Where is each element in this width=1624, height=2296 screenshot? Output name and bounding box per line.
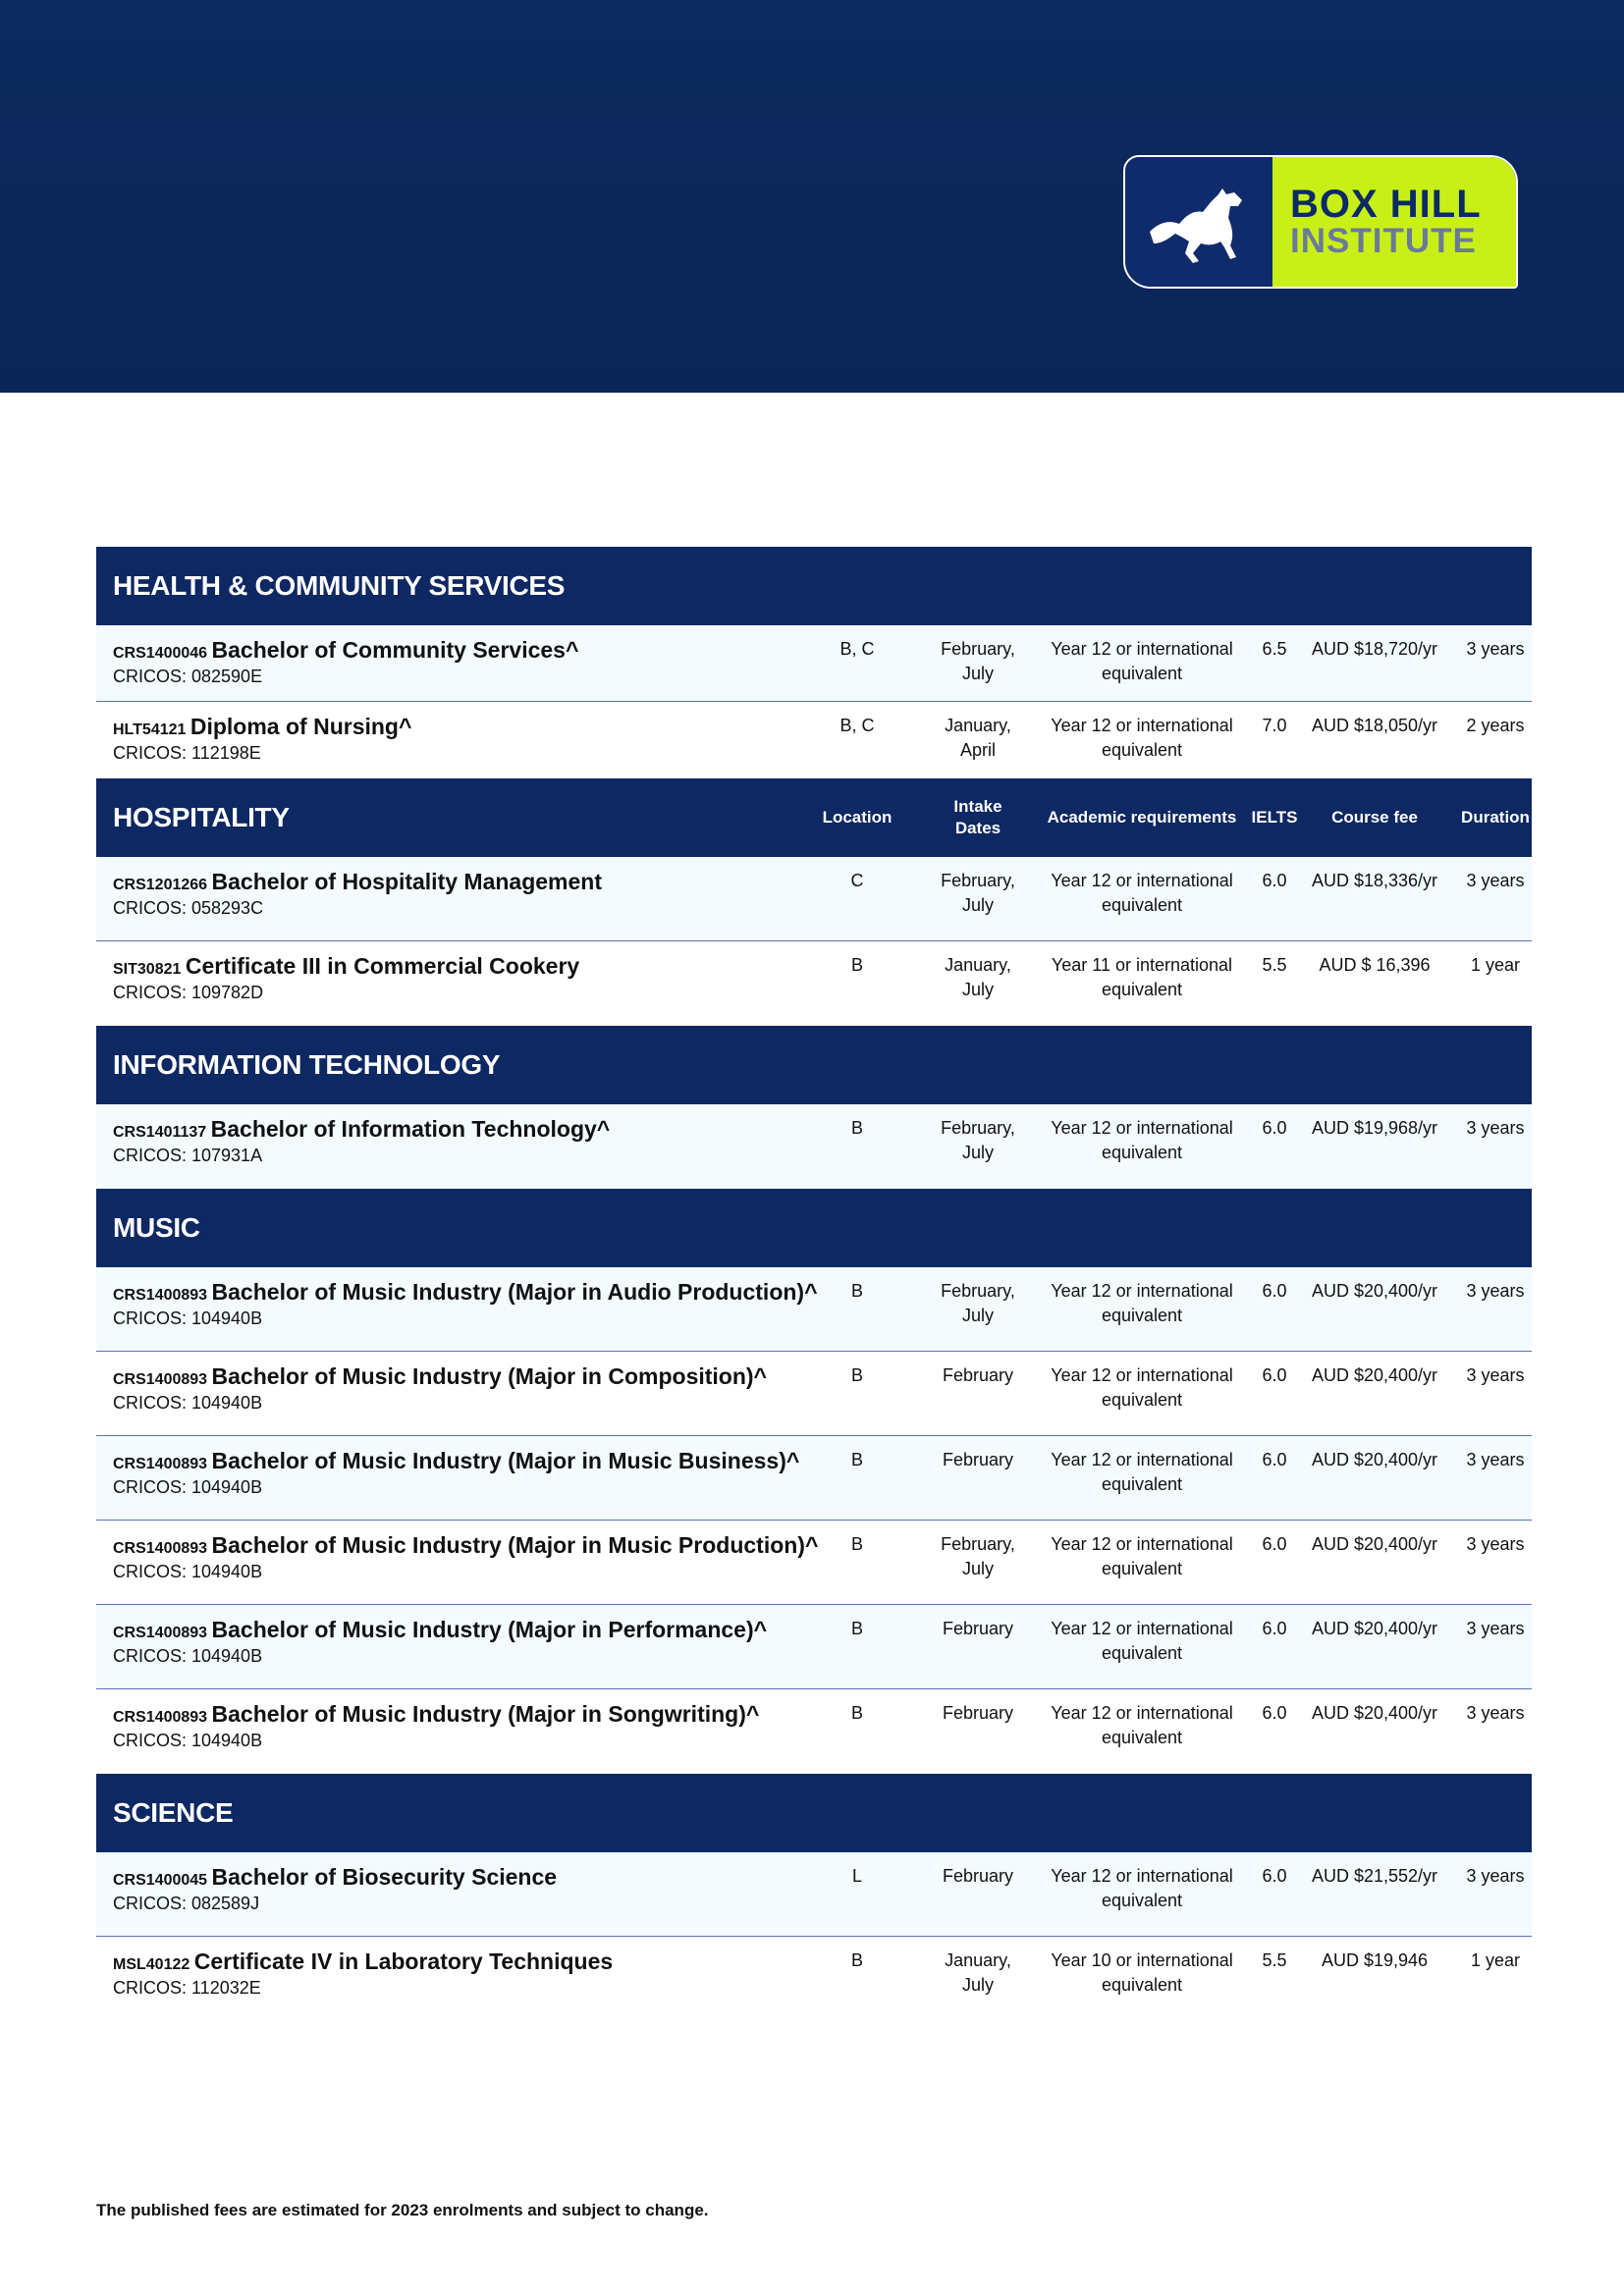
table-row <box>96 1104 1532 1189</box>
course-name: Bachelor of Hospitality Management <box>211 869 602 894</box>
cricos-code: CRICOS: 104940B <box>113 1393 263 1413</box>
duration-cell-line: 3 years <box>1466 1365 1525 1385</box>
course-info <box>113 1279 818 1329</box>
intake-cell-line: February, <box>941 1281 1015 1301</box>
course-title-line <box>113 1116 610 1143</box>
academic-cell-line: equivalent <box>1101 1143 1183 1162</box>
duration-cell-line: 3 years <box>1466 639 1525 659</box>
fee-cell-line: AUD $18,050/yr <box>1311 716 1438 735</box>
ielts-cell-line: 6.0 <box>1262 1534 1287 1554</box>
section-title: INFORMATION TECHNOLOGY <box>113 1049 501 1080</box>
course-title-line <box>113 637 578 664</box>
ielts-cell-line: 6.0 <box>1262 1118 1287 1138</box>
intake-cell-line: July <box>961 980 994 999</box>
fee-cell <box>1291 1363 1458 1388</box>
academic-cell-line: equivalent <box>1101 980 1183 999</box>
fee-cell-line: AUD $19,946 <box>1321 1950 1429 1970</box>
ielts-cell-line: 6.0 <box>1262 1866 1287 1886</box>
duration-cell-line: 3 years <box>1466 871 1525 890</box>
academic-cell-line: equivalent <box>1101 664 1183 683</box>
academic-cell-line: equivalent <box>1101 1891 1183 1910</box>
table-row <box>96 1436 1532 1521</box>
section-header <box>96 1774 1532 1852</box>
cricos-code: CRICOS: 109782D <box>113 983 264 1002</box>
course-name: Certificate III in Commercial Cookery <box>185 953 580 979</box>
course-code: CRS1400893 <box>113 1709 208 1726</box>
section-header <box>96 1189 1532 1267</box>
location-cell-line: L <box>851 1866 862 1886</box>
duration-cell-line: 1 year <box>1470 1950 1521 1970</box>
section-title: SCIENCE <box>113 1797 234 1828</box>
course-name: Bachelor of Music Industry (Major in Composition)^ <box>211 1363 767 1389</box>
course-name: Bachelor of Music Industry (Major in Audio Production)^ <box>211 1279 818 1305</box>
academic-cell-line: equivalent <box>1101 1643 1183 1663</box>
fee-cell <box>1291 869 1458 893</box>
course-title-line <box>113 1701 759 1728</box>
course-info <box>113 1448 799 1498</box>
academic-cell-line: Year 12 or international <box>1051 1866 1233 1886</box>
ielts-cell-line: 6.0 <box>1262 1281 1287 1301</box>
course-code: CRS1201266 <box>113 877 208 893</box>
fee-cell <box>1291 1701 1458 1726</box>
course-code: CRS1400046 <box>113 645 208 662</box>
duration-cell-line: 3 years <box>1466 1534 1525 1554</box>
ielts-cell-line: 6.0 <box>1262 1619 1287 1638</box>
intake-cell-line: July <box>961 1143 994 1162</box>
cricos-code: CRICOS: 104940B <box>113 1646 263 1666</box>
course-info <box>113 953 579 1003</box>
course-name: Certificate IV in Laboratory Techniques <box>193 1949 614 1974</box>
intake-cell-line: February, <box>941 639 1015 659</box>
duration-cell-line: 3 years <box>1466 1703 1525 1723</box>
fee-cell-line: AUD $20,400/yr <box>1311 1365 1438 1385</box>
logo-line-1: BOX HILL <box>1290 183 1482 226</box>
cricos-code: CRICOS: 058293C <box>113 898 264 918</box>
academic-cell-line: Year 12 or international <box>1051 716 1233 735</box>
section-header <box>96 1026 1532 1104</box>
intake-cell-line: February <box>942 1365 1014 1385</box>
ielts-cell-line: 5.5 <box>1262 955 1287 975</box>
column-header-intake: Intake Dates <box>953 797 1002 837</box>
table-row <box>96 1352 1532 1436</box>
academic-cell-line: equivalent <box>1101 895 1183 915</box>
course-info <box>113 1701 759 1751</box>
duration-cell <box>1451 637 1540 662</box>
location-cell-line: B, C <box>839 716 875 735</box>
duration-cell <box>1451 869 1540 893</box>
course-name: Bachelor of Community Services^ <box>211 637 579 663</box>
location-cell-line: B, C <box>839 639 875 659</box>
intake-cell-line: February <box>942 1619 1014 1638</box>
academic-cell-line: equivalent <box>1101 1306 1183 1325</box>
course-title-line <box>113 1617 767 1643</box>
cricos-code: CRICOS: 082589J <box>113 1894 260 1913</box>
cricos-code: CRICOS: 082590E <box>113 667 263 686</box>
logo-line-2: INSTITUTE <box>1290 222 1477 260</box>
academic-cell-line: Year 12 or international <box>1051 871 1233 890</box>
academic-cell-line: Year 10 or international <box>1051 1950 1233 1970</box>
fee-cell <box>1291 1617 1458 1641</box>
column-header-ielts: IELTS <box>1251 808 1298 827</box>
course-info <box>113 1532 818 1582</box>
fee-cell <box>1291 714 1458 738</box>
course-info <box>113 637 578 687</box>
intake-cell-line: February <box>942 1703 1014 1723</box>
course-name: Bachelor of Music Industry (Major in Music Production)^ <box>211 1532 819 1558</box>
duration-cell-line: 3 years <box>1466 1619 1525 1638</box>
duration-cell-line: 2 years <box>1466 716 1525 735</box>
course-info <box>113 1864 557 1914</box>
academic-cell-line: Year 12 or international <box>1051 1118 1233 1138</box>
duration-cell <box>1451 1532 1540 1557</box>
intake-cell-line: February, <box>941 1534 1015 1554</box>
cricos-code: CRICOS: 104940B <box>113 1308 263 1328</box>
location-cell-line: B <box>850 1703 863 1723</box>
fee-cell <box>1291 1279 1458 1304</box>
duration-cell-line: 3 years <box>1466 1281 1525 1301</box>
duration-cell-line: 3 years <box>1466 1866 1525 1886</box>
table-row <box>96 1689 1532 1774</box>
box-hill-logo <box>1123 155 1518 289</box>
academic-cell-line: Year 11 or international <box>1051 955 1233 975</box>
course-title-line <box>113 714 411 740</box>
fee-cell-line: AUD $20,400/yr <box>1311 1534 1438 1554</box>
duration-cell <box>1451 1116 1540 1141</box>
academic-cell-line: Year 12 or international <box>1051 1619 1233 1638</box>
course-title-line <box>113 1949 613 1975</box>
column-header-academic: Academic requirements <box>1047 808 1237 827</box>
course-info <box>113 1116 610 1166</box>
intake-cell-line: January, <box>945 1950 1011 1970</box>
table-row <box>96 1521 1532 1605</box>
ielts-cell-line: 6.0 <box>1262 871 1287 890</box>
ielts-cell-line: 6.5 <box>1262 639 1287 659</box>
fees-footnote: The published fees are estimated for 2023 enrolments and subject to change. <box>96 2201 709 2219</box>
course-code: HLT54121 <box>113 721 187 738</box>
course-info <box>113 1949 613 1999</box>
location-cell-line: B <box>850 1950 863 1970</box>
fee-cell-line: AUD $20,400/yr <box>1311 1281 1438 1301</box>
academic-cell-line: equivalent <box>1101 1474 1183 1494</box>
course-code: CRS1400893 <box>113 1456 208 1472</box>
course-info <box>113 1363 767 1414</box>
intake-cell-line: February, <box>941 1118 1015 1138</box>
ielts-cell-line: 6.0 <box>1262 1365 1287 1385</box>
fee-cell <box>1291 1532 1458 1557</box>
fee-cell <box>1291 1864 1458 1889</box>
location-cell-line: B <box>850 955 863 975</box>
location-cell-line: B <box>850 1118 863 1138</box>
fee-cell-line: AUD $19,968/yr <box>1311 1118 1438 1138</box>
fee-cell-line: AUD $20,400/yr <box>1311 1450 1438 1469</box>
intake-cell-line: February <box>942 1866 1014 1886</box>
course-code: CRS1400893 <box>113 1371 208 1388</box>
duration-cell <box>1451 1448 1540 1472</box>
course-title-line <box>113 953 579 980</box>
course-info <box>113 869 602 919</box>
intake-cell-line: February, <box>941 871 1015 890</box>
course-name: Bachelor of Music Industry (Major in Songwriting)^ <box>211 1701 760 1727</box>
course-name: Bachelor of Information Technology^ <box>210 1116 611 1142</box>
duration-cell <box>1451 1864 1540 1889</box>
duration-cell <box>1451 1701 1540 1726</box>
course-title-line <box>113 1363 767 1390</box>
duration-cell <box>1451 1949 1540 1973</box>
course-table <box>96 547 1532 2021</box>
course-code: MSL40122 <box>113 1956 190 1973</box>
table-row <box>96 857 1532 941</box>
ielts-cell-line: 6.0 <box>1262 1450 1287 1469</box>
cricos-code: CRICOS: 104940B <box>113 1562 263 1581</box>
table-row <box>96 702 1532 778</box>
table-row <box>96 625 1532 702</box>
ielts-cell-line: 5.5 <box>1262 1950 1287 1970</box>
location-cell-line: B <box>850 1450 863 1469</box>
course-code: CRS1401137 <box>113 1124 207 1141</box>
course-code: CRS1400893 <box>113 1540 208 1557</box>
cricos-code: CRICOS: 107931A <box>113 1146 263 1165</box>
course-code: CRS1400893 <box>113 1625 208 1641</box>
duration-cell-line: 3 years <box>1466 1450 1525 1469</box>
course-name: Bachelor of Music Industry (Major in Music Business)^ <box>211 1448 800 1473</box>
table-row <box>96 1937 1532 2021</box>
fee-cell <box>1291 1949 1458 1973</box>
section-title: HEALTH & COMMUNITY SERVICES <box>113 570 566 601</box>
fee-cell <box>1291 1116 1458 1141</box>
duration-cell <box>1451 714 1540 738</box>
academic-cell-line: equivalent <box>1101 1390 1183 1410</box>
column-header-duration: Duration <box>1461 808 1530 827</box>
fee-cell-line: AUD $18,336/yr <box>1311 871 1438 890</box>
fee-cell-line: AUD $20,400/yr <box>1311 1619 1438 1638</box>
academic-cell-line: Year 12 or international <box>1051 1281 1233 1301</box>
column-header-location: Location <box>822 808 893 827</box>
course-name: Diploma of Nursing^ <box>189 714 412 739</box>
cricos-code: CRICOS: 112032E <box>113 1978 261 1998</box>
fee-cell-line: AUD $18,720/yr <box>1311 639 1438 659</box>
academic-cell-line: Year 12 or international <box>1051 1450 1233 1469</box>
cricos-code: CRICOS: 104940B <box>113 1731 263 1750</box>
duration-cell <box>1451 953 1540 978</box>
location-cell-line: B <box>850 1534 863 1554</box>
course-title-line <box>113 1532 818 1559</box>
intake-cell-line: July <box>961 1975 994 1995</box>
fee-cell-line: AUD $ 16,396 <box>1319 955 1431 975</box>
intake-cell-line: January, <box>945 955 1011 975</box>
duration-cell <box>1451 1279 1540 1304</box>
fee-cell <box>1291 1448 1458 1472</box>
location-cell-line: B <box>850 1281 863 1301</box>
course-name: Bachelor of Music Industry (Major in Performance)^ <box>211 1617 768 1642</box>
section-title: HOSPITALITY <box>113 802 290 832</box>
table-row <box>96 1852 1532 1937</box>
ielts-cell-line: 7.0 <box>1262 716 1287 735</box>
course-name: Bachelor of Biosecurity Science <box>211 1864 558 1890</box>
table-row <box>96 1605 1532 1689</box>
academic-cell-line: equivalent <box>1101 1728 1183 1747</box>
academic-cell-line: Year 12 or international <box>1051 1534 1233 1554</box>
fee-cell-line: AUD $20,400/yr <box>1311 1703 1438 1723</box>
course-code: SIT30821 <box>113 961 182 978</box>
section-title: MUSIC <box>113 1212 200 1243</box>
cricos-code: CRICOS: 104940B <box>113 1477 263 1497</box>
academic-cell-line: equivalent <box>1101 1559 1183 1578</box>
academic-cell-line: Year 12 or international <box>1051 1365 1233 1385</box>
section-header <box>96 778 1532 857</box>
course-title-line <box>113 869 602 895</box>
location-cell-line: C <box>850 871 864 890</box>
course-title-line <box>113 1279 818 1306</box>
fee-cell <box>1291 637 1458 662</box>
intake-cell-line: July <box>961 664 994 683</box>
intake-cell-line: July <box>961 1559 994 1578</box>
intake-cell-line: July <box>961 895 994 915</box>
academic-cell-line: Year 12 or international <box>1051 639 1233 659</box>
section-header <box>96 547 1532 625</box>
table-row <box>96 941 1532 1026</box>
header-banner <box>0 0 1624 393</box>
cricos-code: CRICOS: 112198E <box>113 743 261 763</box>
location-cell-line: B <box>850 1619 863 1638</box>
column-header-fee: Course fee <box>1331 808 1418 827</box>
fee-cell-line: AUD $21,552/yr <box>1311 1866 1438 1886</box>
course-code: CRS1400893 <box>113 1287 208 1304</box>
location-cell-line: B <box>850 1365 863 1385</box>
academic-cell-line: equivalent <box>1101 740 1183 760</box>
intake-cell-line: January, <box>945 716 1011 735</box>
course-title-line <box>113 1448 799 1474</box>
academic-cell-line: equivalent <box>1101 1975 1183 1995</box>
course-title-line <box>113 1864 557 1891</box>
course-info <box>113 1617 767 1667</box>
intake-cell-line: April <box>959 740 996 760</box>
logo-wordmark <box>1272 157 1516 287</box>
course-code: CRS1400045 <box>113 1872 208 1889</box>
horse-icon <box>1125 157 1272 287</box>
table-row <box>96 1267 1532 1352</box>
ielts-cell-line: 6.0 <box>1262 1703 1287 1723</box>
duration-cell-line: 1 year <box>1470 955 1521 975</box>
duration-cell <box>1451 1617 1540 1641</box>
fee-cell <box>1291 953 1458 978</box>
duration-cell-line: 3 years <box>1466 1118 1525 1138</box>
duration-cell <box>1451 1363 1540 1388</box>
intake-cell-line: July <box>961 1306 994 1325</box>
intake-cell-line: February <box>942 1450 1014 1469</box>
academic-cell-line: Year 12 or international <box>1051 1703 1233 1723</box>
course-info <box>113 714 411 764</box>
